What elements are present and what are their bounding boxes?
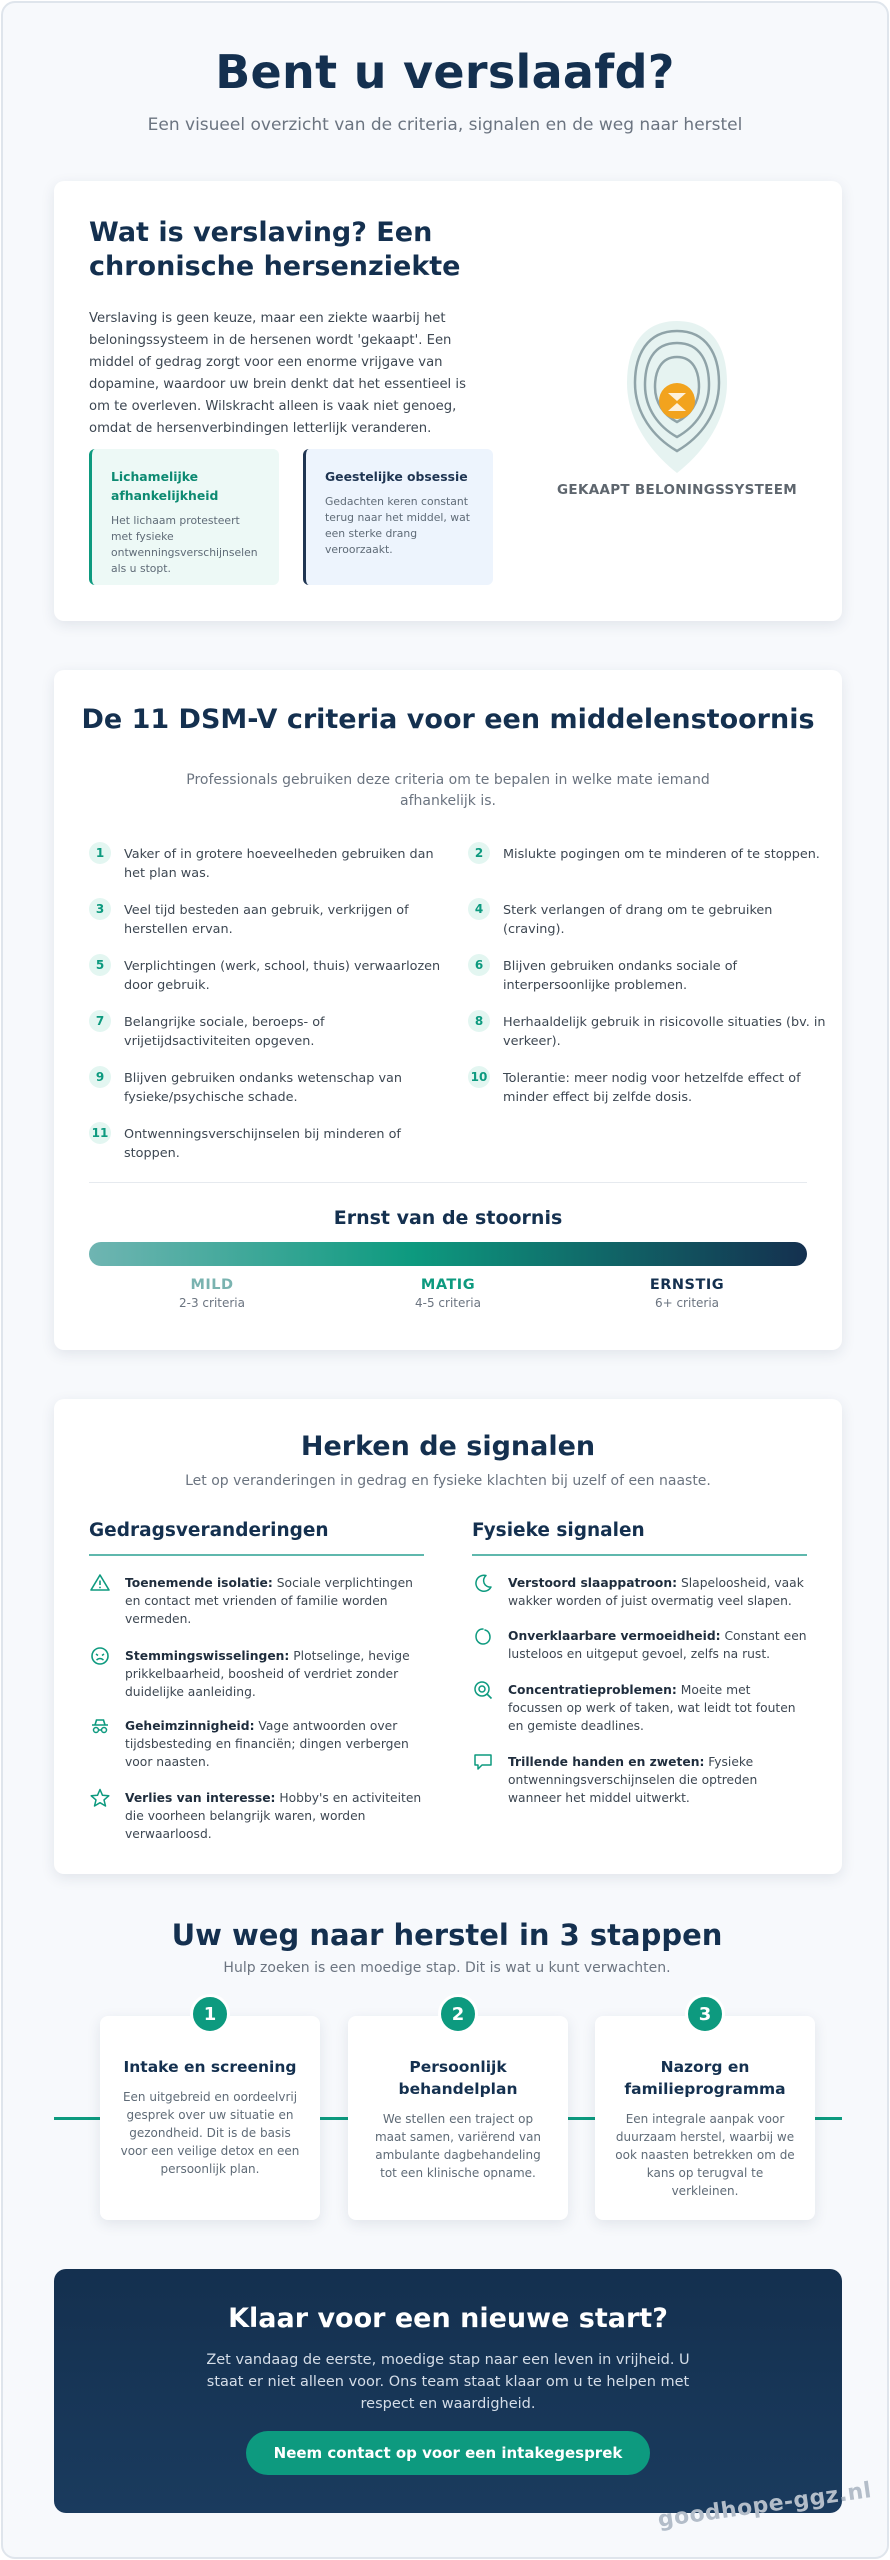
signal-label: Onverklaarbare vermoeidheid: xyxy=(508,1629,721,1643)
signal-text xyxy=(125,1717,425,1771)
brain-label: GEKAAPT BELONINGSSYSTEEM xyxy=(557,482,797,498)
signal-label: Verstoord slaappatroon: xyxy=(508,1576,678,1590)
physical-heading: Fysieke signalen xyxy=(472,1520,807,1556)
signal-description: Moeite met focussen op werk of taken, wat leidt tot fouten en gemiste deadlines. xyxy=(508,1683,796,1733)
divider xyxy=(89,1182,807,1183)
criterion-number: 2 xyxy=(468,842,490,864)
cta-banner xyxy=(54,2269,842,2513)
criterion-number: 7 xyxy=(89,1010,111,1032)
step-title: Persoonlijk behandelplan xyxy=(398,2058,518,2098)
reward-system-illustration xyxy=(549,301,805,511)
step-card xyxy=(100,2003,320,2220)
severity-title: Ernst van de stoornis xyxy=(333,1207,563,1229)
criterion-text: Blijven gebruiken ondanks sociale of interpersoonlijke problemen. xyxy=(503,959,738,993)
step-text: We stellen een traject op maat samen, variërend van ambulante dagbehandeling tot een klinische opname. xyxy=(374,2112,542,2180)
contact-intake-button[interactable]: Neem contact op voor een intakegesprek xyxy=(246,2431,650,2475)
criterion-number: 8 xyxy=(468,1010,490,1032)
criterion-number: 6 xyxy=(468,954,490,976)
signal-label: Verlies van interesse: xyxy=(125,1791,276,1805)
physical-dependence-title: Lichamelijke afhankelijkheid xyxy=(111,469,219,503)
criteria-card xyxy=(54,670,842,1350)
brain-icon xyxy=(549,301,805,481)
severity-mild-range: 2-3 criteria xyxy=(179,1296,245,1310)
steps-subtitle: Hulp zoeken is een moedige stap. Dit is wat u kunt verwachten. xyxy=(223,1960,671,1976)
page-title: Bent u verslaafd? xyxy=(215,45,675,99)
signals-subtitle: Let op veranderingen in gedrag en fysieke klachten bij uzelf of een naaste. xyxy=(185,1473,711,1489)
criterion-number: 10 xyxy=(468,1066,490,1088)
criterion-text: Belangrijke sociale, beroeps- of vrijetijdsactiviteiten opgeven. xyxy=(124,1015,325,1049)
addiction-title: Wat is verslaving? Een chronische hersenziekte xyxy=(89,217,461,282)
signal-text xyxy=(125,1647,425,1701)
criterion-text: Blijven gebruiken ondanks wetenschap van fysieke/psychische schade. xyxy=(124,1071,402,1105)
signal-text xyxy=(508,1753,808,1807)
focus-icon xyxy=(472,1679,494,1701)
signal-label: Toenemende isolatie: xyxy=(125,1576,273,1590)
step-card xyxy=(348,2003,568,2220)
mental-obsession-text: Gedachten keren constant terug naar het middel, wat een sterke drang veroorzaakt. xyxy=(325,495,470,556)
step-number: 1 xyxy=(190,1994,230,2034)
signal-label: Trillende handen en zweten: xyxy=(508,1755,705,1769)
severity-gradient-bar xyxy=(89,1242,807,1266)
criterion-number: 9 xyxy=(89,1066,111,1088)
severity-severe-range: 6+ criteria xyxy=(654,1296,720,1310)
criterion-number: 4 xyxy=(468,898,490,920)
step-number: 2 xyxy=(438,1994,478,2034)
signals-card xyxy=(54,1399,842,1874)
signal-description: Slapeloosheid, vaak wakker worden of juist overmatig veel slapen. xyxy=(508,1576,804,1608)
addiction-card xyxy=(54,181,842,621)
step-title: Intake en screening xyxy=(123,2058,297,2076)
severity-mild-label: MILD xyxy=(190,1277,234,1293)
physical-dependence-text: Het lichaam protesteert met fysieke ontwenningsverschijnselen als u stopt. xyxy=(111,514,258,575)
cta-title: Klaar voor een nieuwe start? xyxy=(228,2303,668,2334)
criterion-number: 5 xyxy=(89,954,111,976)
severity-severe xyxy=(587,1277,787,1310)
addiction-body: Verslaving is geen keuze, maar een ziekte waarbij het beloningssysteem in de hersenen wordt 'gekaapt'. Een middel of gedrag zorgt voor een enorme vrijgave van dopamine, waardoor uw brein denkt dat het essentieel is om te overleven. Wilskracht alleen is vaak niet genoeg, omdat de hersenverbindingen letterlijk veranderen. xyxy=(89,311,466,436)
step-card xyxy=(595,2003,815,2220)
behavior-heading: Gedragsveranderingen xyxy=(89,1520,424,1556)
severity-mild xyxy=(112,1277,312,1310)
steps-title: Uw weg naar herstel in 3 stappen xyxy=(171,1918,723,1952)
mental-obsession-title: Geestelijke obsessie xyxy=(325,469,468,484)
signal-text xyxy=(508,1574,808,1610)
criterion-text: Verplichtingen (werk, school, thuis) verwaarlozen door gebruik. xyxy=(124,959,441,993)
criterion-number: 11 xyxy=(89,1122,111,1144)
signal-description: Sociale verplichtingen en contact met vrienden of familie worden vermeden. xyxy=(125,1576,413,1626)
signal-description: Plotselinge, hevige prikkelbaarheid, boosheid of verdriet zonder duidelijke aanleiding. xyxy=(125,1649,410,1699)
signal-text xyxy=(508,1681,808,1735)
warning-icon xyxy=(89,1572,111,1594)
signal-label: Concentratieproblemen: xyxy=(508,1683,677,1697)
signal-description: Fysieke ontwenningsverschijnselen die optreden wanneer het middel uitwerkt. xyxy=(508,1755,758,1805)
criterion-number: 1 xyxy=(89,842,111,864)
watermark: goodhope-ggz.nl xyxy=(656,2478,874,2533)
severity-severe-label: ERNSTIG xyxy=(649,1277,725,1293)
criterion-text: Ontwenningsverschijnselen bij minderen of stoppen. xyxy=(124,1127,401,1161)
mood-icon xyxy=(89,1645,111,1667)
physical-dependence-card xyxy=(89,449,279,585)
step-text: Een uitgebreid en oordeelvrij gesprek over uw situatie en gezondheid. Dit is de basis voor een veilige detox en een persoonlijk plan. xyxy=(120,2090,300,2176)
cta-text: Zet vandaag de eerste, moedige stap naar een leven in vrijheid. U staat er niet alleen voor. Ons team staat klaar om u te helpen met respect en waardigheid. xyxy=(206,2352,690,2412)
severity-moderate-range: 4-5 criteria xyxy=(415,1296,481,1310)
mental-obsession-card xyxy=(303,449,493,585)
signal-text xyxy=(125,1789,425,1843)
criterion-text: Herhaaldelijk gebruik in risicovolle situaties (bv. in verkeer). xyxy=(503,1015,826,1049)
criteria-title: De 11 DSM-V criteria voor een middelenstoornis xyxy=(81,704,815,735)
criterion-text: Mislukte pogingen om te minderen of te stoppen. xyxy=(503,847,820,862)
fatigue-icon xyxy=(472,1625,494,1647)
severity-moderate xyxy=(348,1277,548,1310)
signal-description: Vage antwoorden over tijdsbesteding en financiën; dingen verbergen voor naasten. xyxy=(125,1719,409,1769)
signal-text xyxy=(508,1627,808,1663)
secret-icon xyxy=(89,1715,111,1737)
criterion-text: Veel tijd besteden aan gebruik, verkrijgen of herstellen ervan. xyxy=(124,903,409,937)
signal-description: Constant een lusteloos en uitgeput gevoel, zelfs na rust. xyxy=(508,1629,807,1661)
step-number: 3 xyxy=(685,1994,725,2034)
criteria-subtitle: Professionals gebruiken deze criteria om te bepalen in welke mate iemand afhankelijk is. xyxy=(186,772,710,809)
star-icon xyxy=(89,1787,111,1809)
criterion-text: Sterk verlangen of drang om te gebruiken (craving). xyxy=(503,903,773,937)
signal-text xyxy=(125,1574,425,1628)
hero xyxy=(3,3,887,135)
tremor-icon xyxy=(472,1751,494,1773)
severity-moderate-label: MATIG xyxy=(420,1277,476,1293)
step-title: Nazorg en familieprogramma xyxy=(624,2058,786,2098)
page-subtitle: Een visueel overzicht van de criteria, signalen en de weg naar herstel xyxy=(147,115,743,135)
signal-label: Stemmingswisselingen: xyxy=(125,1649,290,1663)
moon-icon xyxy=(472,1572,494,1594)
signal-label: Geheimzinnigheid: xyxy=(125,1719,255,1733)
step-text: Een integrale aanpak voor duurzaam herstel, waarbij we ook naasten betrekken om de kans op terugval te verkleinen. xyxy=(615,2112,795,2198)
criterion-text: Vaker of in grotere hoeveelheden gebruiken dan het plan was. xyxy=(124,847,434,881)
criterion-text: Tolerantie: meer nodig voor hetzelfde effect of minder effect bij zelfde dosis. xyxy=(503,1071,801,1105)
signal-description: Hobby's en activiteiten die voorheen belangrijk waren, worden verwaarloosd. xyxy=(125,1791,422,1841)
criterion-number: 3 xyxy=(89,898,111,920)
page-frame xyxy=(1,1,889,2559)
signals-title: Herken de signalen xyxy=(300,1431,596,1462)
